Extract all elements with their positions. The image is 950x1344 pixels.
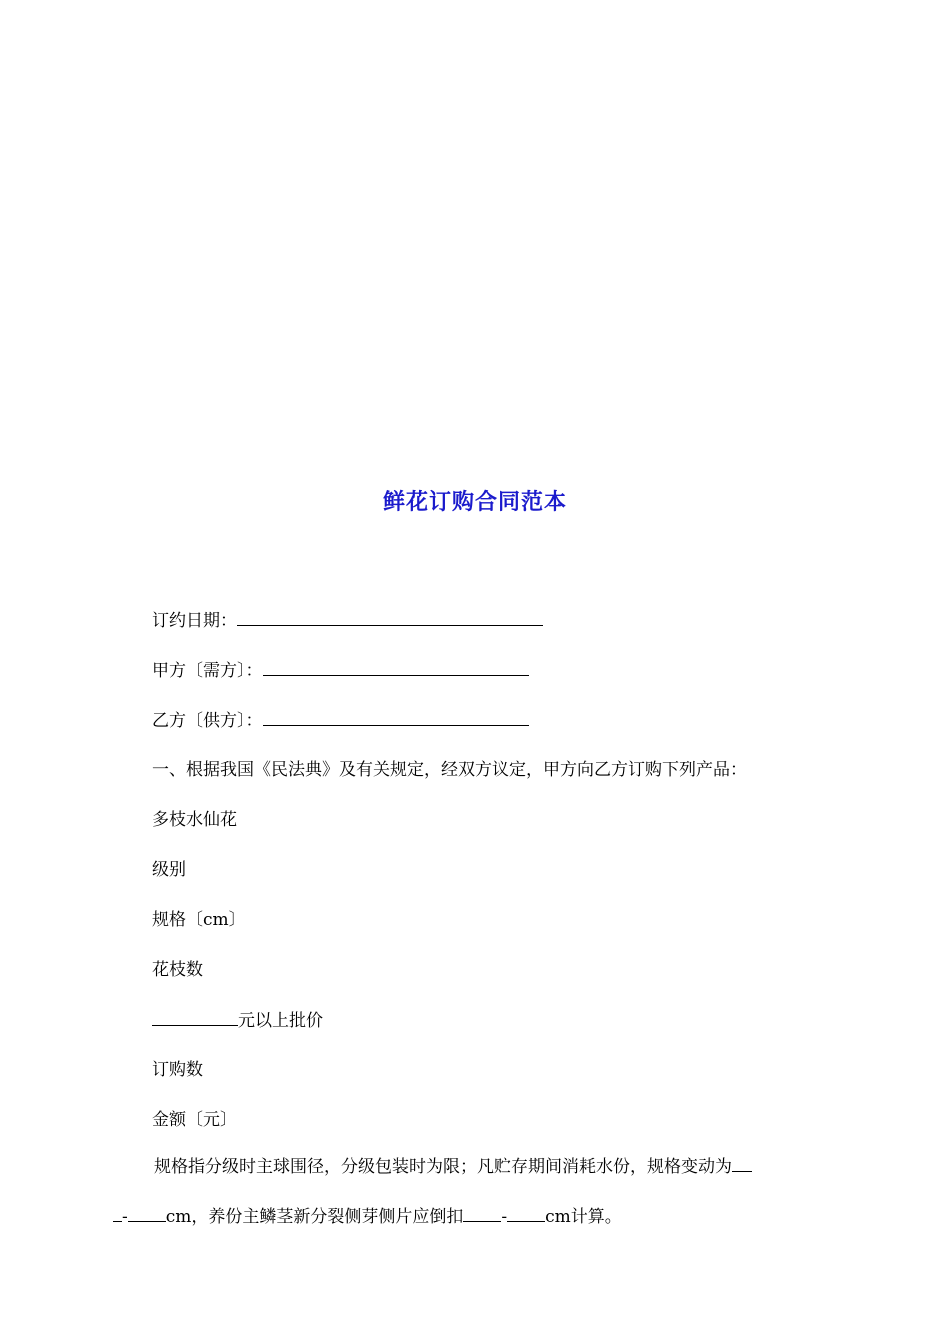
spec-dash-1: - [122, 1207, 128, 1227]
item-grade: 级别 [152, 860, 186, 880]
spec-paragraph-text1: 规格指分级时主球围径，分级包装时为限；凡贮存期间消耗水份，规格变动为 [154, 1157, 732, 1177]
document-title: 鲜花订购合同范本 [382, 489, 567, 515]
spec-paragraph-line2 [113, 1205, 622, 1229]
item-price-line [152, 1008, 323, 1033]
spec-blank-2[interactable] [128, 1205, 166, 1222]
spec-blank-1[interactable] [732, 1155, 752, 1172]
spec-paragraph-line1 [154, 1155, 752, 1179]
price-suffix: 元以上批价 [238, 1011, 323, 1031]
spec-paragraph-text3: cm计算。 [545, 1207, 622, 1227]
sign-date-line [152, 608, 543, 633]
item-spec: 规格〔cm〕 [152, 910, 246, 930]
item-amount: 金额〔元〕 [152, 1110, 237, 1130]
sign-date-label: 订约日期： [152, 611, 237, 631]
item-order-qty: 订购数 [152, 1060, 203, 1080]
deduct-blank-2[interactable] [507, 1205, 545, 1222]
party-b-line [152, 708, 529, 733]
party-a-blank[interactable] [263, 658, 529, 676]
item-stems: 花枝数 [152, 960, 203, 980]
party-a-line [152, 658, 529, 683]
spec-dash-2: - [501, 1207, 508, 1227]
clause-1: 一、根据我国《民法典》及有关规定，经双方议定，甲方向乙方订购下列产品： [152, 760, 747, 780]
price-blank[interactable] [152, 1008, 238, 1026]
spec-blank-1b[interactable] [113, 1205, 122, 1222]
sign-date-blank[interactable] [237, 608, 543, 626]
deduct-blank-1[interactable] [463, 1205, 501, 1222]
party-b-blank[interactable] [263, 708, 529, 726]
spec-paragraph-text2: cm，养份主鳞茎新分裂侧芽侧片应倒扣 [165, 1207, 464, 1227]
party-a-label: 甲方〔需方〕： [152, 661, 263, 681]
party-b-label: 乙方〔供方〕： [152, 711, 263, 731]
item-product: 多枝水仙花 [152, 810, 237, 830]
